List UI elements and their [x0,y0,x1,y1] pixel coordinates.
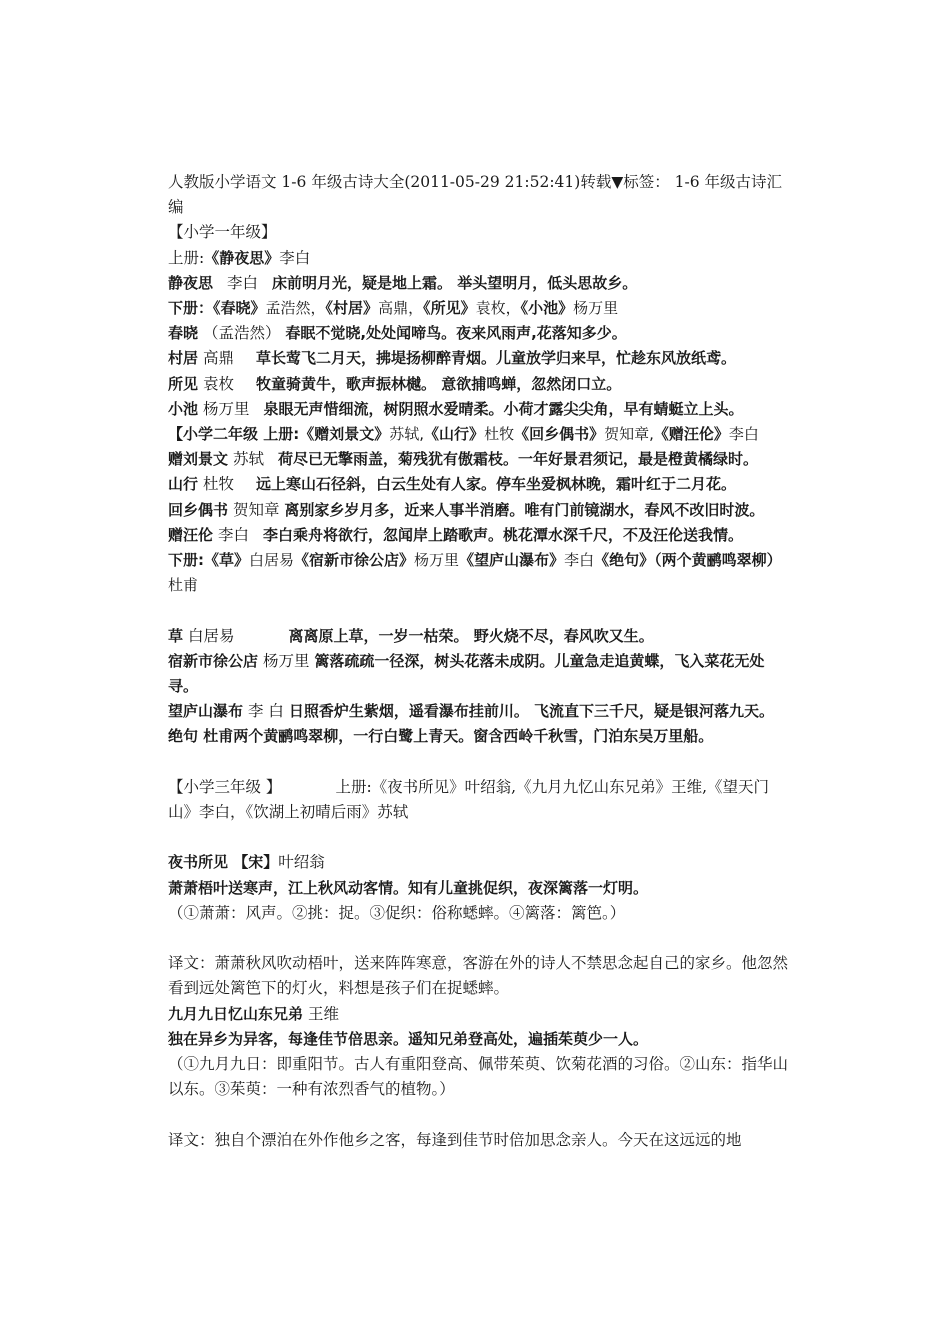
poem-suxinshixugongdian [168,649,788,699]
poem-title: 小池 [168,399,199,418]
poem-huixiangoushu [168,498,788,523]
poem-title-ref: 《山行》 [424,425,485,444]
poem-author: （孟浩然） [202,324,281,343]
poem-notes: （①萧萧：风声。②挑：捉。③促织：俗称蟋蟀。④篱落：篱笆。） [168,903,626,922]
grade1-heading: 【小学一年级】 [168,223,277,242]
spacer [168,926,788,951]
poem-jueju: 绝句 杜甫两个黄鹂鸣翠柳，一行白鹭上青天。窗含西岭千秋雪，门泊东吴万里船。 [168,727,714,746]
poem-author-ref: 杨万里 [573,299,619,318]
poem-text: 床前明月光，疑是地上霜。 举头望明月，低头思故乡。 [272,273,638,292]
poem-title: 望庐山瀑布 [168,702,244,721]
poem-author: 高鼎 [202,349,234,368]
poem-author: 贺知章 [232,500,280,519]
poem-translation: 译文：萧萧秋风吹动梧叶，送来阵阵寒意，客游在外的诗人不禁思念起自己的家乡。他忽然看到远处篱笆下的灯火，料想是孩子们在捉蟋蟀。 [168,954,789,998]
poem-title: 夜书所见 【宋】 [168,853,279,872]
document-body [168,170,788,1153]
poem-author: 白居易 [187,626,235,645]
poem-text: 牧童骑黄牛，歌声振林樾。 意欲捕鸣蝉，忽然闭口立。 [255,374,622,393]
poem-title-ref: 《所见》 [423,299,476,318]
poem-author: 李 白 [247,702,284,721]
upper-list-text: 上册:《夜书所见》叶绍翁,《九月九忆山东兄弟》王维,《望天门山》李白，《饮湖上初晴后雨》苏轼 [168,777,770,822]
poem-author-ref: 白居易 [249,551,295,570]
poem-author-ref: 杜牧 [484,425,515,444]
grade1-upper-list [168,246,788,271]
poem-text: 日照香炉生紫烟，遥看瀑布挂前川。 飞流直下三千尺，疑是银河落九天。 [288,702,775,721]
grade3-heading: 【小学三年级 】 [168,777,282,796]
poem-author-ref: 杜甫 [168,576,199,595]
poem-notes: （①九月九日：即重阳节。古人有重阳登高、佩带茱萸、饮菊花酒的习俗。②山东：指华山以东。③茱萸：一种有浓烈香气的植物。） [168,1055,789,1099]
poem-author-ref: 袁枚， [475,299,521,318]
poem-suojian [168,372,788,397]
poem-shanxing [168,472,788,497]
poem-author: 苏轼 [232,450,264,469]
spacer [168,1102,788,1127]
poem-jingyesi [168,271,788,296]
poem-title-ref: 《赠刘景文》 [299,425,390,444]
poem-cao [168,624,788,649]
poem-author: 王维 [307,1004,339,1023]
poem-title: 回乡偶书 [168,500,229,519]
poem-author: 叶绍翁 [278,853,325,872]
poem-author-ref: 李白 [728,425,759,444]
poem-title: 赠刘景文 [168,450,229,469]
lower-label: 下册： [168,299,214,318]
poem-author: 袁枚 [202,374,234,393]
upper-label: 上册: [263,425,300,444]
spacer [168,825,788,850]
poem-chunxiao [168,321,788,346]
grade2-lower-list [168,548,788,598]
poem-text: 泉眼无声惜细流，树阴照水爱晴柔。小荷才露尖尖角，早有蜻蜓立上头。 [263,399,744,418]
poem-cunju [168,346,788,371]
poem-title: 春晓 [168,324,199,343]
poem-title: 村居 [168,349,199,368]
poem-title: 赠汪伦 [168,525,214,544]
poem-author: 李白 [217,525,249,544]
poem-author: 杨万里 [262,651,310,670]
poem-zengwanglun [168,523,788,548]
poem-title-ref: 《望庐山瀑布》 [459,551,565,570]
poem-title: 宿新市徐公店 [168,651,259,670]
poem-author: 杨万里 [202,399,250,418]
poem-text: 春眠不觉晓,处处闻啼鸟。夜来风雨声,花落知多少。 [285,324,627,343]
poem-zengliujingwen [168,447,788,472]
poem-author-ref: 孟浩然， [265,299,326,318]
spacer [168,598,788,623]
poem-author-ref: 杨万里 [414,551,460,570]
poem-title-ref: 《村居》 [325,299,379,318]
poem-text: 荷尽已无擎雨盖，菊残犹有傲霜枝。一年好景君须记，最是橙黄橘绿时。 [277,450,758,469]
poem-wanglushanpubu [168,699,788,724]
poem-title: 所见 [168,374,199,393]
poem-title-ref: 《绝句》（两个黄鹂鸣翠柳） [594,551,782,570]
lower-label: 下册: [168,551,204,570]
poem-text: 李白乘舟将欲行，忽闻岸上踏歌声。桃花潭水深千尺，不及汪伦送我情。 [262,525,743,544]
poem-title-ref: 《宿新市徐公店》 [294,551,415,570]
poem-text: 离别家乡岁月多，近来人事半消磨。唯有门前镜湖水，春风不改旧时波。 [284,500,765,519]
poem-jiuyuejiuri-header [168,1002,788,1027]
grade2-upper-list [168,422,788,447]
poem-xiaochi [168,397,788,422]
poem-text: 草长莺飞二月天，拂堤扬柳醉青烟。儿童放学归来早，忙趁东风放纸鸢。 [255,349,736,368]
grade3-upper-list [168,775,788,825]
grade1-lower-list [168,296,788,321]
poem-text: 远上寒山石径斜，白云生处有人家。停车坐爱枫林晚，霜叶红于二月花。 [255,475,736,494]
poem-author-ref: 贺知章, [604,425,654,444]
poem-text: 离离原上草，一岁一枯荣。 野火烧不尽，春风吹又生。 [288,626,654,645]
poem-title-ref: 《回乡偶书》 [514,425,605,444]
poem-title-ref: 《静夜思》 [204,248,280,267]
poem-title: 静夜思 [168,273,214,292]
poem-title-ref: 《赠汪伦》 [653,425,729,444]
poem-author-ref: 高鼎， [378,299,424,318]
poem-author-ref: 苏轼, [389,425,425,444]
poem-title: 九月九日忆山东兄弟 [168,1004,304,1023]
poem-text: 独在异乡为异客，每逢佳节倍思亲。遥知兄弟登高处，遍插茱萸少一人。 [168,1029,649,1048]
poem-text: 篱落疏疏一径深，树头花落未成阴。儿童急走追黄蝶，飞入菜花无处寻。 [168,651,765,696]
poem-title-ref: 《春晓》 [213,299,266,318]
poem-author: 杜牧 [202,475,234,494]
document-header: 人教版小学语文 1-6 年级古诗大全(2011-05-29 21:52:41)转载▼标签： 1-6 年级古诗汇编 [168,173,783,217]
poem-text: 萧萧梧叶送寒声，江上秋风动客情。知有儿童挑促织，夜深篱落一灯明。 [168,878,649,897]
poem-author: 李白 [227,273,259,292]
poem-translation: 译文：独自个漂泊在外作他乡之客，每逢到佳节时倍加思念亲人。今天在这远远的地 [168,1130,742,1149]
poem-author-ref: 李白 [279,248,311,267]
poem-title: 草 [168,626,184,645]
poem-yeshusuojian-header [168,850,788,875]
grade2-heading: 【小学二年级 [168,425,259,444]
upper-label: 上册: [168,248,205,267]
poem-title: 山行 [168,475,199,494]
poem-title-ref: 《小池》 [520,299,574,318]
spacer [168,750,788,775]
poem-author-ref: 李白 [564,551,595,570]
poem-title-ref: 《草》 [204,551,250,570]
